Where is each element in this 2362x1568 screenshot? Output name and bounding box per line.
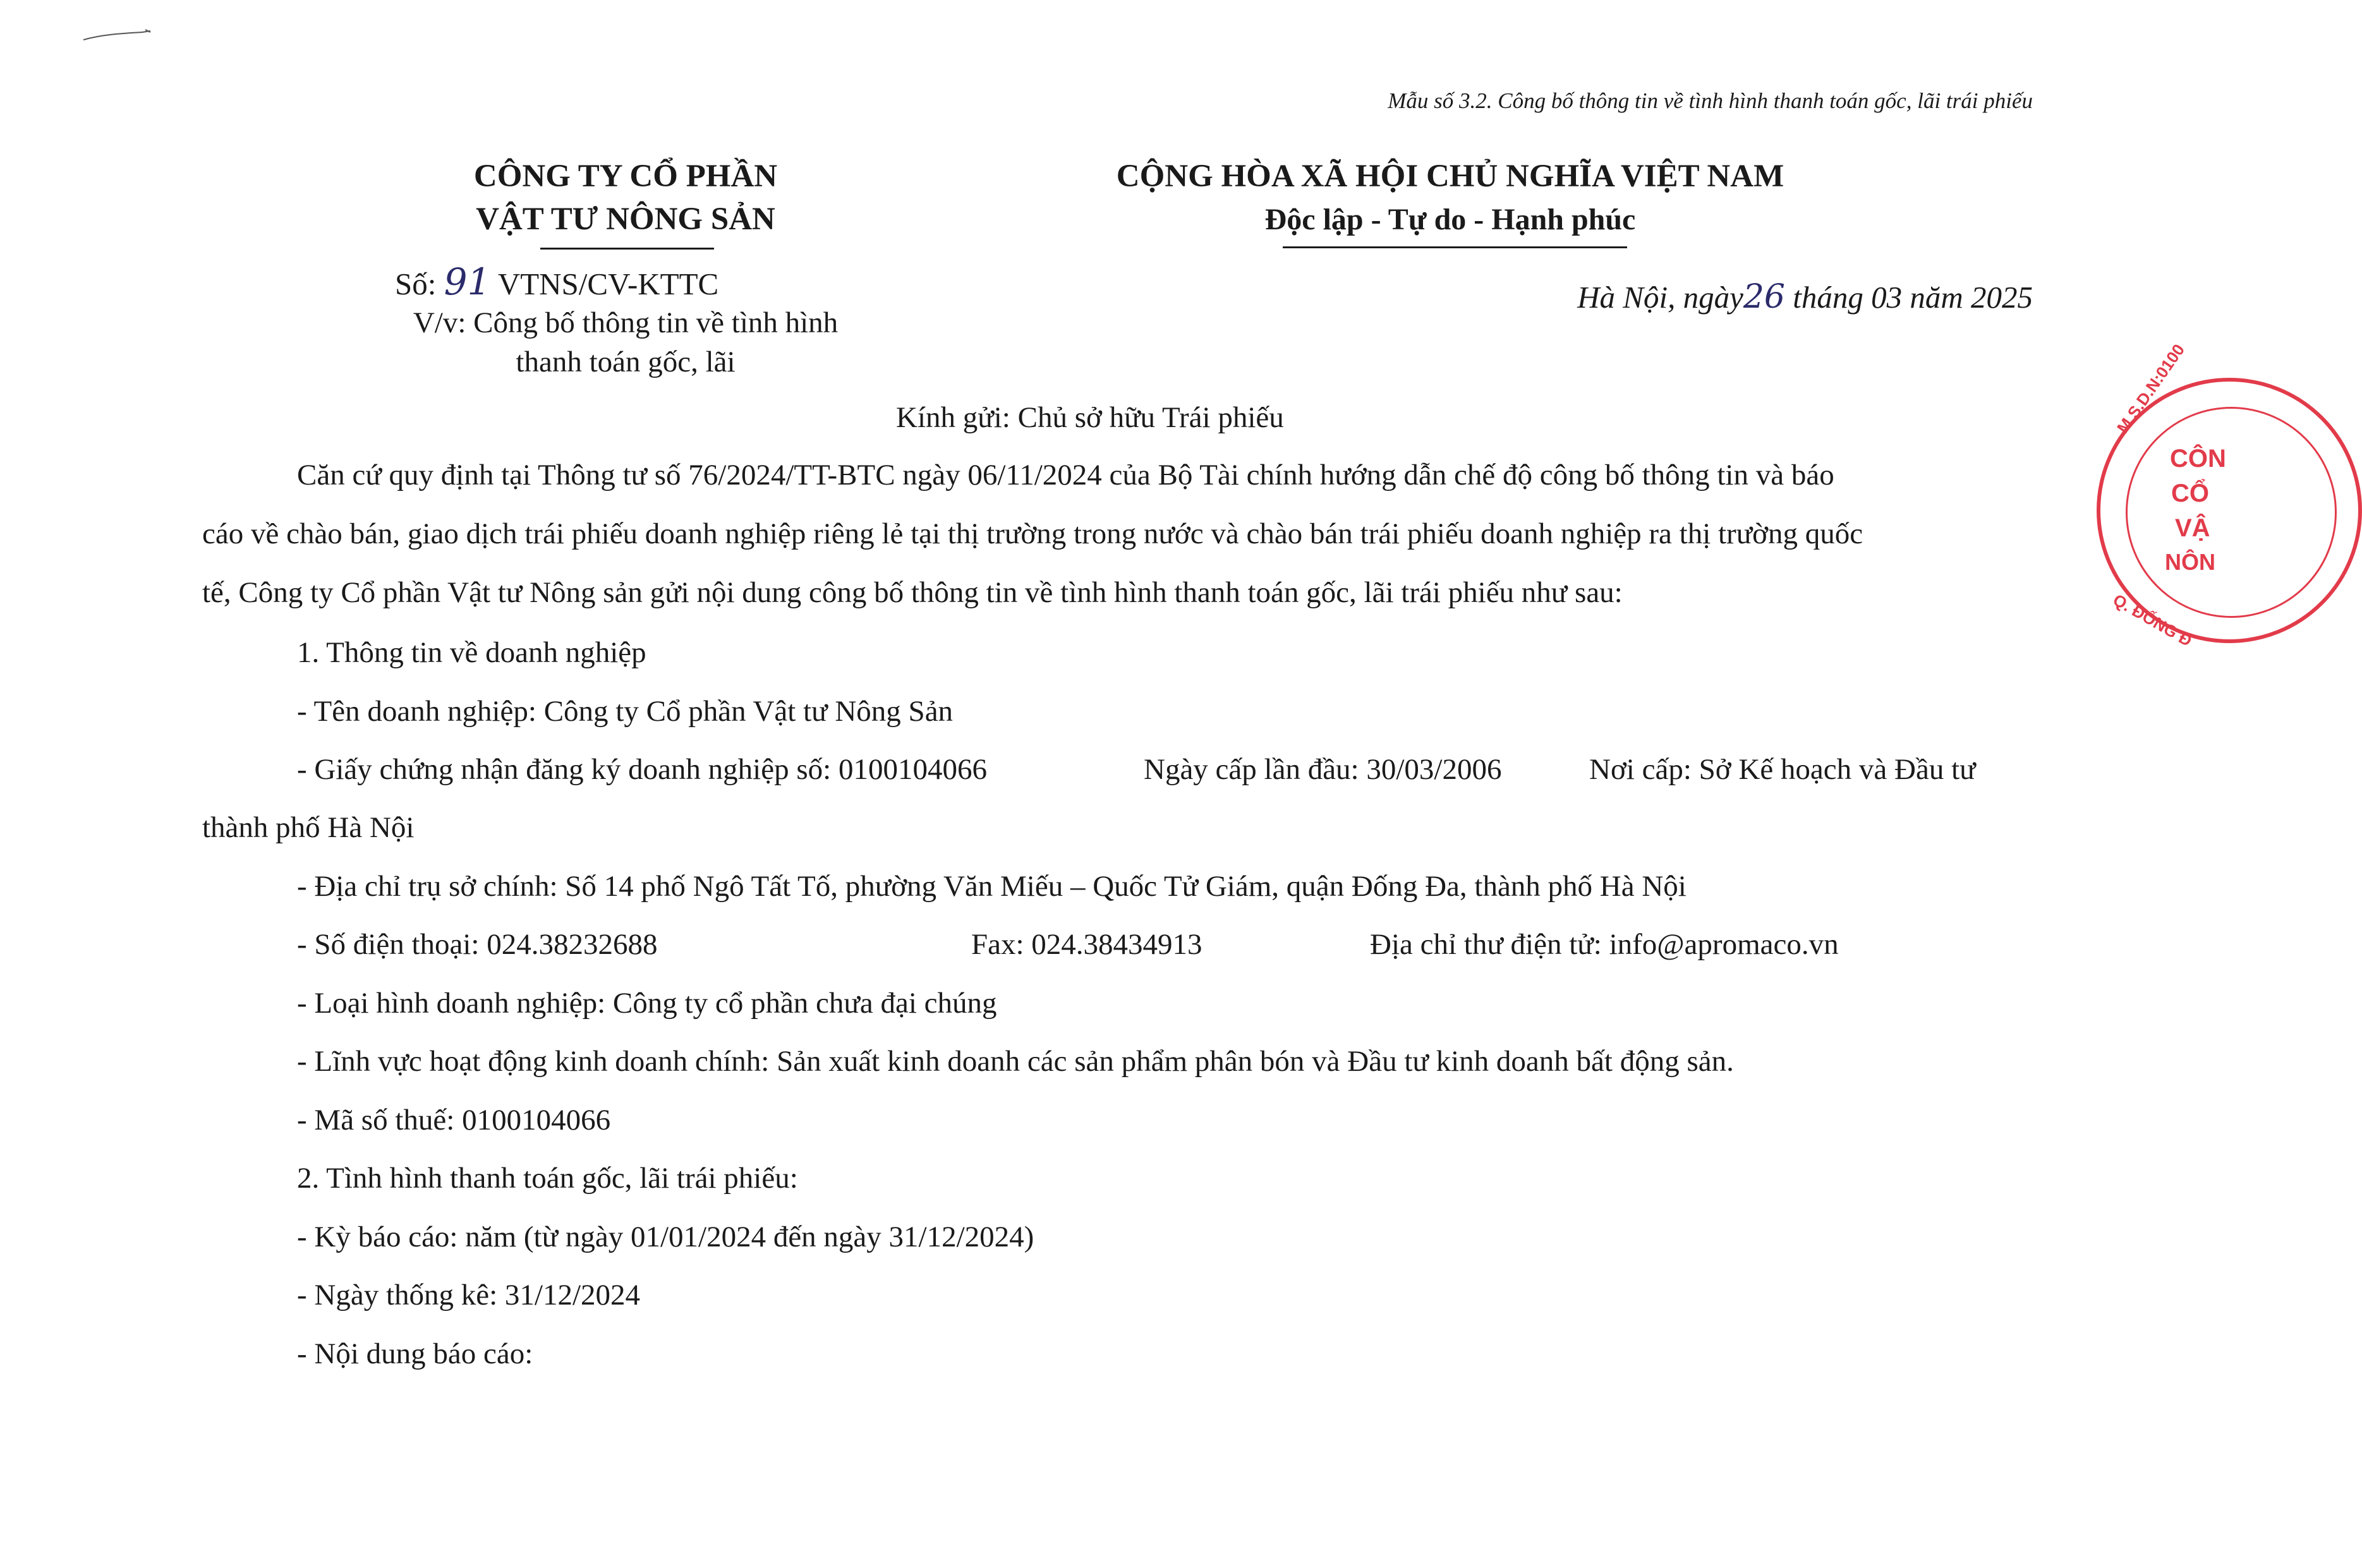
- date-suffix: tháng 03 năm 2025: [1793, 280, 2033, 315]
- registration-field: - Giấy chứng nhận đăng ký doanh nghiệp số: 0100104066: [297, 753, 987, 786]
- nation-motto: Độc lập - Tự do - Hạnh phúc: [1264, 203, 1636, 236]
- company-name-field: - Tên doanh nghiệp: Công ty Cổ phần Vật tư Nông Sản: [297, 695, 954, 728]
- section2-heading: 2. Tình hình thanh toán gốc, lãi trái phiếu:: [297, 1162, 798, 1195]
- phone-field: - Số điện thoại: 024.38232688: [297, 928, 658, 961]
- issuer-field: Nơi cấp: Sở Kế hoạch và Đầu tư: [1589, 753, 1976, 786]
- subject-line1: V/v: Công bố thông tin về tình hình: [413, 306, 839, 339]
- stamp-line3: VẬ: [2175, 514, 2210, 542]
- section1-heading: 1. Thông tin về doanh nghiệp: [297, 636, 646, 669]
- reference-prefix: Số:: [395, 267, 437, 301]
- company-underline: [540, 248, 714, 250]
- date-line: [1577, 278, 2033, 316]
- fax-field: Fax: 024.38434913: [971, 928, 1202, 961]
- reference-code: VTNS/CV-KTTC: [497, 267, 719, 301]
- stamp-line1: CÔN: [2170, 445, 2226, 473]
- stamp-arc-text: M.S.D.N:0100: [2113, 341, 2189, 437]
- business-type-field: - Loại hình doanh nghiệp: Công ty cổ phần chưa đại chúng: [297, 987, 997, 1020]
- recipient: Kính gửi: Chủ sở hữu Trái phiếu: [896, 401, 1284, 434]
- report-content-field: - Nội dung báo cáo:: [297, 1337, 533, 1370]
- date-prefix: Hà Nội, ngày: [1577, 280, 1743, 315]
- issue-date-field: Ngày cấp lần đầu: 30/03/2006: [1144, 753, 1502, 786]
- intro-line1: Căn cứ quy định tại Thông tư số 76/2024/TT-BTC ngày 06/11/2024 của Bộ Tài chính hướng dẫn chế độ công bố thông tin và báo: [297, 459, 1834, 492]
- reference-number: [395, 260, 718, 303]
- intro-line3: tế, Công ty Cổ phần Vật tư Nông sản gửi nội dung công bố thông tin về tình hình thanh toán gốc, lãi trái phiếu như sau:: [202, 576, 1623, 609]
- motto-underline: [1283, 246, 1627, 248]
- scan-mark: [82, 28, 152, 42]
- company-name-line1: CÔNG TY CỔ PHẦN: [473, 159, 778, 194]
- subject-line2: thanh toán gốc, lãi: [516, 346, 736, 378]
- stamp-bottom-text: Q. ĐỐNG Đ: [2110, 590, 2196, 651]
- tax-code-field: - Mã số thuế: 0100104066: [297, 1104, 611, 1137]
- stamp-line2: CỔ: [2171, 479, 2209, 507]
- company-seal-stamp: [2097, 341, 2362, 651]
- report-period-field: - Kỳ báo cáo: năm (từ ngày 01/01/2024 đến ngày 31/12/2024): [297, 1221, 1034, 1253]
- statistic-date-field: - Ngày thống kê: 31/12/2024: [297, 1279, 641, 1312]
- nation-title: CỘNG HÒA XÃ HỘI CHỦ NGHĨA VIỆT NAM: [1116, 159, 1784, 194]
- handwritten-number: 91: [444, 260, 491, 303]
- handwritten-day: 26: [1743, 278, 1785, 316]
- email-field: Địa chỉ thư điện tử: info@apromaco.vn: [1370, 928, 1839, 961]
- form-label: Mẫu số 3.2. Công bố thông tin về tình hình thanh toán gốc, lãi trái phiếu: [1388, 88, 2033, 113]
- company-name-line2: VẬT TƯ NÔNG SẢN: [476, 202, 775, 237]
- stamp-line4: NÔN: [2165, 549, 2215, 575]
- address-field: - Địa chỉ trụ sở chính: Số 14 phố Ngô Tất Tố, phường Văn Miếu – Quốc Tử Giám, quận Đống Đa, thành phố Hà Nội: [297, 870, 1687, 903]
- issuer-continued: thành phố Hà Nội: [202, 811, 415, 844]
- intro-line2: cáo về chào bán, giao dịch trái phiếu doanh nghiệp riêng lẻ tại thị trường trong nước và chào bán trái phiếu doanh nghiệp ra thị trường quốc: [202, 517, 1863, 550]
- stamp-inner-ring: [2126, 407, 2337, 618]
- business-sector-field: - Lĩnh vực hoạt động kinh doanh chính: Sản xuất kinh doanh các sản phẩm phân bón và Đầu tư kinh doanh bất động sản.: [297, 1045, 1734, 1078]
